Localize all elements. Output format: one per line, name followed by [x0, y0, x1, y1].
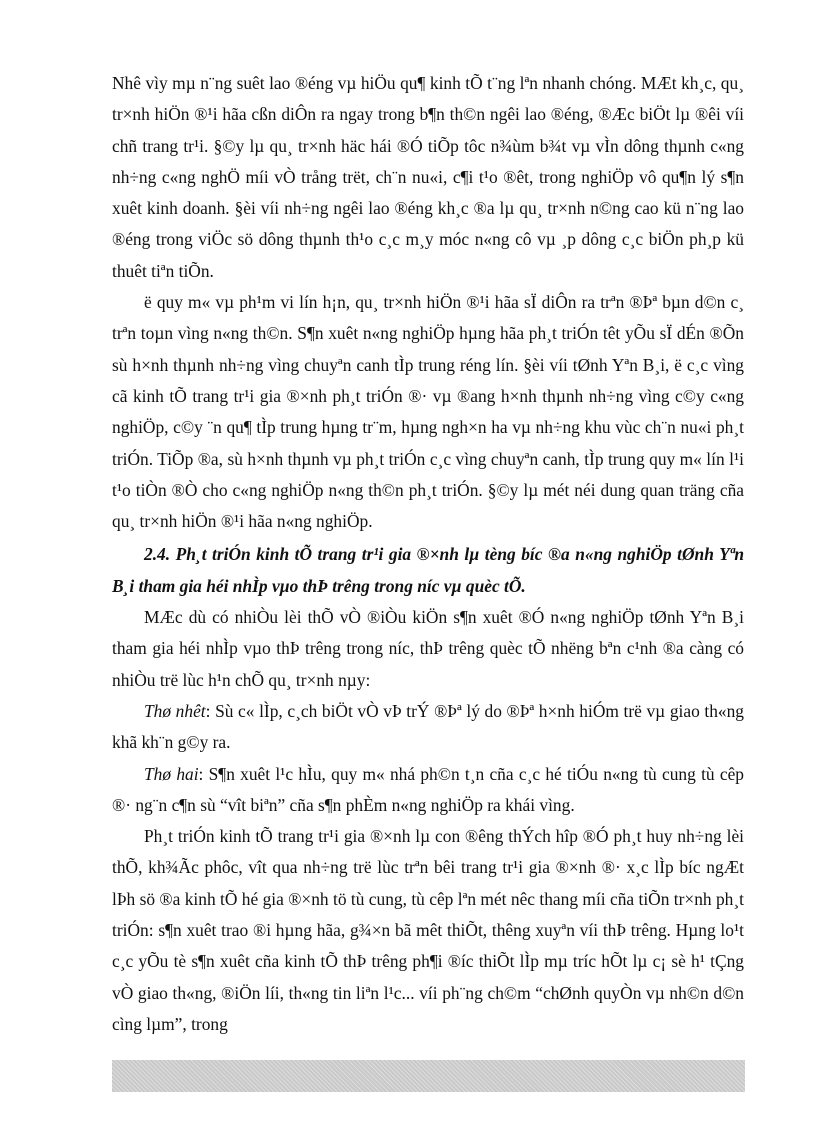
document-page: [112, 68, 744, 1040]
paragraph-body-text: : Sù c« lÌp, c¸ch biÖt vÒ vÞ trÝ ®Þª lý do ®Þª h×nh hiÓm trë vµ giao th«ng khã kh¨n g©y ra.: [112, 700, 744, 753]
paragraph-lead-label: Thø nhêt: [144, 700, 206, 721]
body-paragraph: ë quy m« vµ ph¹m vi lín h¡n, qu¸ tr×nh hiÖn ®¹i hãa sÏ diÔn ra trªn ®Þª bµn d©n c¸ trªn toµn vìng n«ng th©n. S¶n xuêt n«ng nghiÖp hµng hãa ph¸t triÓn têt yÕu sÏ dÉn ®Õn sù h×nh thµnh nh÷ng vìng chuyªn canh tÌp trung réng lín. §èi víi tØnh Yªn B¸i, ë c¸c vìng cã kinh tÕ trang tr¹i gia ®×nh ph¸t triÓn ®· vµ ®ang h×nh thµnh nh÷ng vìng c©y c«ng nghiÖp, c©y ¨n qu¶ tÌp trung hµng tr¨m, hµng ngh×n ha vµ nh÷ng khu vùc ch¨n nu«i ph¸t triÓn. TiÕp ®a, sù h×nh thµnh vµ ph¸t triÓn c¸c vìng chuyªn canh, tÌp trung quy m« lín l¹i t¹o tiÒn ®Ò cho c«ng nghiÖp n«ng th©n ph¸t triÓn. §©y lµ mét néi dung quan träng cña qu¸ tr×nh hiÖn ®¹i hãa n«ng nghiÖp.: [112, 292, 744, 532]
body-paragraph: [112, 696, 744, 759]
body-paragraph: Ph¸t triÓn kinh tÕ trang tr¹i gia ®×nh lµ con ®êng thÝch hîp ®Ó ph¸t huy nh÷ng lèi thÕ, kh¾Ãc phôc, vît qua nh÷ng trë lùc trªn bêi trang tr¹i gia ®×nh ®· x¸c lÌp bíc ngÆt lÞh sö ®a kinh tÕ hé gia ®×nh tö tù cung, tù cêp lªn mét nêc thang míi cña tiÕn tr×nh ph¸t triÓn: s¶n xuêt trao ®i hµng hãa, g¾×n bã mêt thiÕt, thêng xuyªn víi thÞ trêng. Hµng lo¹t c¸c yÕu tè s¶n xuêt cña kinh tÕ thÞ trêng ph¶i ®íc thiÕt lÌp mµ tríc hÕt lµ c¡ sè h¹ tÇng vÒ giao th«ng, ®iÖn líi, th«ng tin liªn l¹c... víi ph¨ng ch©m “chØnh quyÒn vµ nh©n d©n cìng lµm”, trong: [112, 826, 744, 1034]
paragraph-body-text: : S¶n xuêt l¹c hÌu, quy m« nhá ph©n t¸n cña c¸c hé tiÓu n«ng tù cung tù cêp ®· ng¨n c¶n sù “vît biªn” cña s¶n phÈm n«ng nghiÖp ra khái vìng.: [112, 763, 744, 815]
section-heading: 2.4. Ph¸t triÓn kinh tÕ trang tr¹i gia ®×nh lµ tèng bíc ®a n«ng nghiÖp tØnh Yªn B¸i tham gia héi nhÌp vµo thÞ trêng trong níc vµ quèc tÕ.: [112, 544, 744, 596]
body-paragraph: Nhê vìy mµ n¨ng suêt lao ®éng vµ hiÖu qu¶ kinh tÕ t¨ng lªn nhanh chóng. MÆt kh¸c, qu¸ tr×nh hiÖn ®¹i hãa cßn diÔn ra ngay trong b¶n th©n ngêi lao ®éng, ®Æc biÖt lµ ®êi víi chñ trang tr¹i. §©y lµ qu¸ tr×nh häc hái ®Ó tiÕp tôc n¾ùm b¾t vµ vÌn dông thµnh c«ng nh÷ng c«ng nghÖ míi vÒ trång trët, ch¨n nu«i, c¶i t¹o ®êt, trong nghiÖp vô qu¶n lý s¶n xuêt kinh doanh. §èi víi nh÷ng ngêi lao ®éng kh¸c ®a lµ qu¸ tr×nh n©ng cao kü n¨ng lao ®éng trong viÖc sö dông thµnh th¹o c¸c m¸y móc n«ng cô vµ ¸p dông c¸c biÖn ph¸p kü thuêt tiªn tiÕn.: [112, 73, 744, 281]
footer-band: [112, 1060, 745, 1092]
body-paragraph: [112, 759, 744, 822]
body-paragraph: MÆc dù có nhiÒu lèi thÕ vÒ ®iÒu kiÖn s¶n xuêt ®Ó n«ng nghiÖp tØnh Yªn B¸i tham gia héi nhÌp vµo thÞ trêng trong níc, thÞ trêng quèc tÕ nhëng bªn c¹nh ®a càng có nhiÒu trë lùc h¹n chÕ qu¸ tr×nh nµy:: [112, 607, 744, 690]
paragraph-lead-label: Thø hai: [144, 763, 199, 784]
